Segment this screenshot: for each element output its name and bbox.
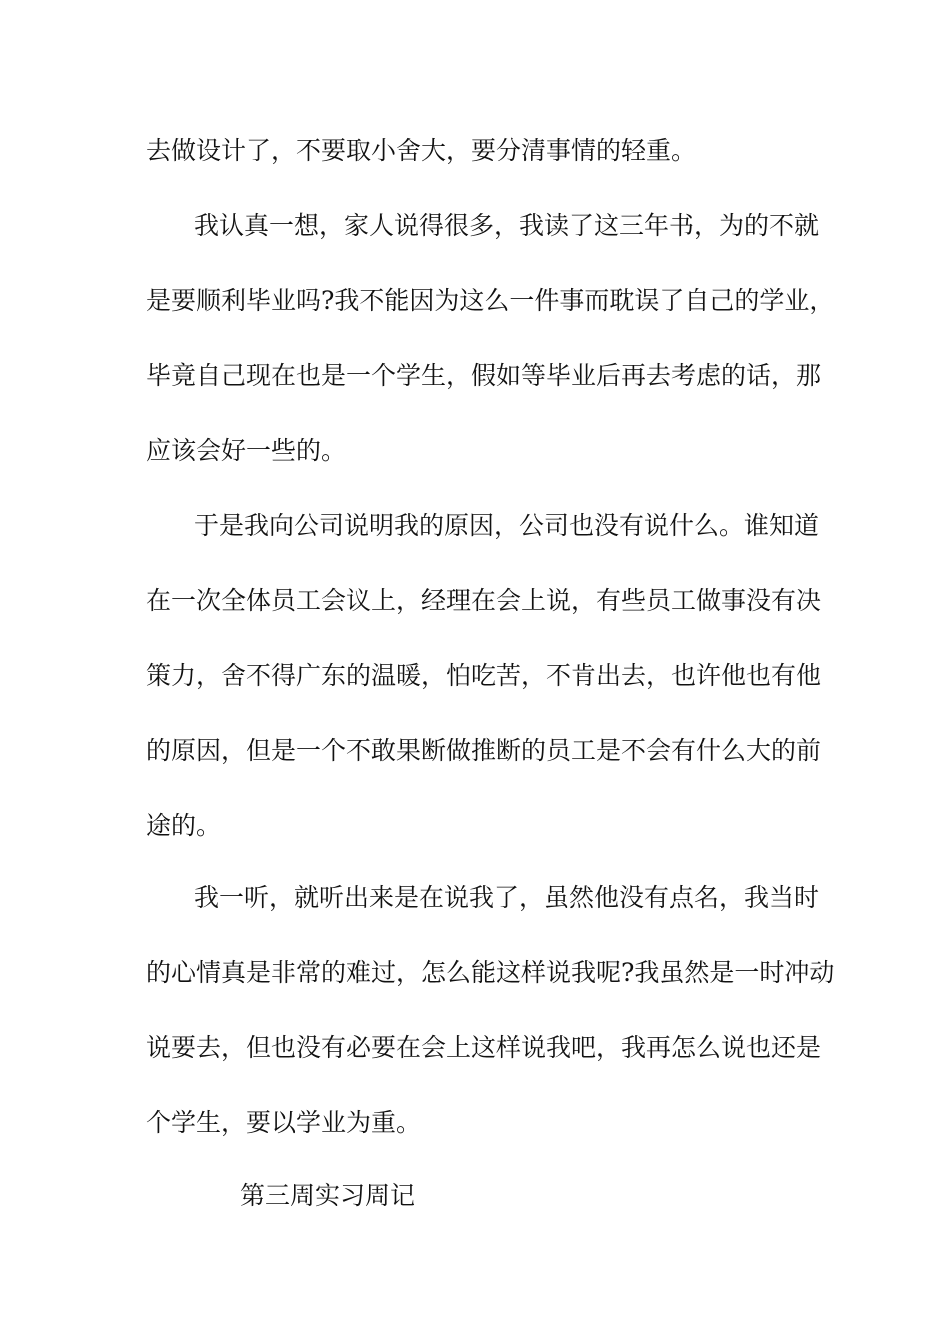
paragraph-line: 的原因，但是一个不敢果断做推断的员工是不会有什么大的前 [146,736,822,765]
paragraph-line: 于是我向公司说明我的原因，公司也没有说什么。谁知道 [194,511,820,540]
paragraph-line: 我认真一想，家人说得很多，我读了这三年书，为的不就 [194,211,820,240]
paragraph-line: 去做设计了，不要取小舍大，要分清事情的轻重。 [146,136,697,165]
paragraph-line: 的心情真是非常的难过，怎么能这样说我呢?我虽然是一时冲动 [146,958,835,987]
paragraph-line: 策力，舍不得广东的温暖，怕吃苦，不肯出去，也许他也有他 [146,661,822,690]
paragraph-line: 在一次全体员工会议上，经理在会上说，有些员工做事没有决 [146,586,822,615]
paragraph-line: 个学生，要以学业为重。 [146,1108,422,1137]
section-heading: 第三周实习周记 [240,1181,416,1210]
paragraph-line: 毕竟自己现在也是一个学生，假如等毕业后再去考虑的话，那 [146,361,822,390]
paragraph-line: 说要去，但也没有必要在会上这样说我吧，我再怎么说也还是 [146,1033,822,1062]
paragraph-line: 是要顺利毕业吗?我不能因为这么一件事而耽误了自己的学业， [146,286,835,315]
paragraph-line: 途的。 [146,811,222,840]
paragraph-line: 应该会好一些的。 [146,436,347,465]
paragraph-line: 我一听，就听出来是在说我了，虽然他没有点名，我当时 [194,883,820,912]
